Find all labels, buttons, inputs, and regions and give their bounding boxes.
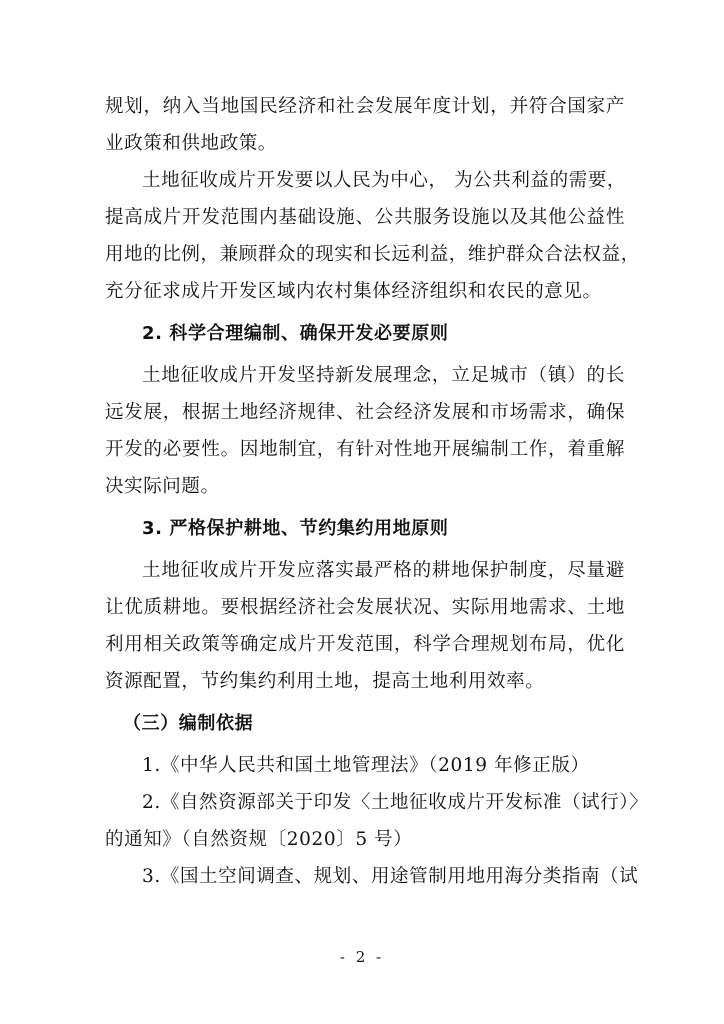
section-heading: 2. 科学合理编制、确保开发必要原则 — [142, 323, 449, 344]
paragraph-line: 提高成片开发范围内基础设施、公共服务设施以及其他公益性 — [105, 207, 625, 228]
paragraph-line: 用地的比例，兼顾群众的现实和长远利益，维护群众合法权益， — [105, 244, 640, 265]
paragraph-line: 决实际问题。 — [105, 476, 220, 497]
basis-item: 1.《中华人民共和国土地管理法》（2019 年修正版） — [142, 755, 590, 776]
paragraph-line: 开发的必要性。因地制宜，有针对性地开展编制工作，着重解 — [105, 439, 625, 460]
section-heading: 3. 严格保护耕地、节约集约用地原则 — [142, 518, 449, 539]
paragraph-line: 规划，纳入当地国民经济和社会发展年度计划，并符合国家产 — [105, 96, 625, 117]
paragraph-line: 充分征求成片开发区域内农村集体经济组织和农民的意见。 — [105, 281, 602, 302]
paragraph-line: 资源配置，节约集约利用土地，提高土地利用效率。 — [105, 671, 545, 692]
paragraph-line: 土地征收成片开发坚持新发展理念，立足城市（镇）的长 — [142, 365, 625, 386]
basis-item-continued: 的通知》（自然资规〔2020〕5 号） — [105, 829, 413, 850]
paragraph-line: 让优质耕地。要根据经济社会发展状况、实际用地需求、土地 — [105, 597, 625, 618]
paragraph-line: 土地征收成片开发应落实最严格的耕地保护制度，尽量避 — [142, 560, 625, 581]
page-number: - 2 - — [339, 948, 385, 966]
basis-item: 2.《自然资源部关于印发〈土地征收成片开发标准（试行）〉 — [142, 792, 649, 813]
paragraph-line: 利用相关政策等确定成片开发范围，科学合理规划布局，优化 — [105, 634, 625, 655]
section-heading: （三）编制依据 — [123, 713, 254, 734]
paragraph-line: 土地征收成片开发要以人民为中心， 为公共利益的需要， — [142, 170, 626, 191]
paragraph-line: 业政策和供地政策。 — [105, 133, 277, 154]
basis-item: 3.《国土空间调查、规划、用途管制用地用海分类指南（试 — [142, 866, 639, 887]
paragraph-line: 远发展，根据土地经济规律、社会经济发展和市场需求，确保 — [105, 402, 625, 423]
document-body — [105, 88, 649, 895]
